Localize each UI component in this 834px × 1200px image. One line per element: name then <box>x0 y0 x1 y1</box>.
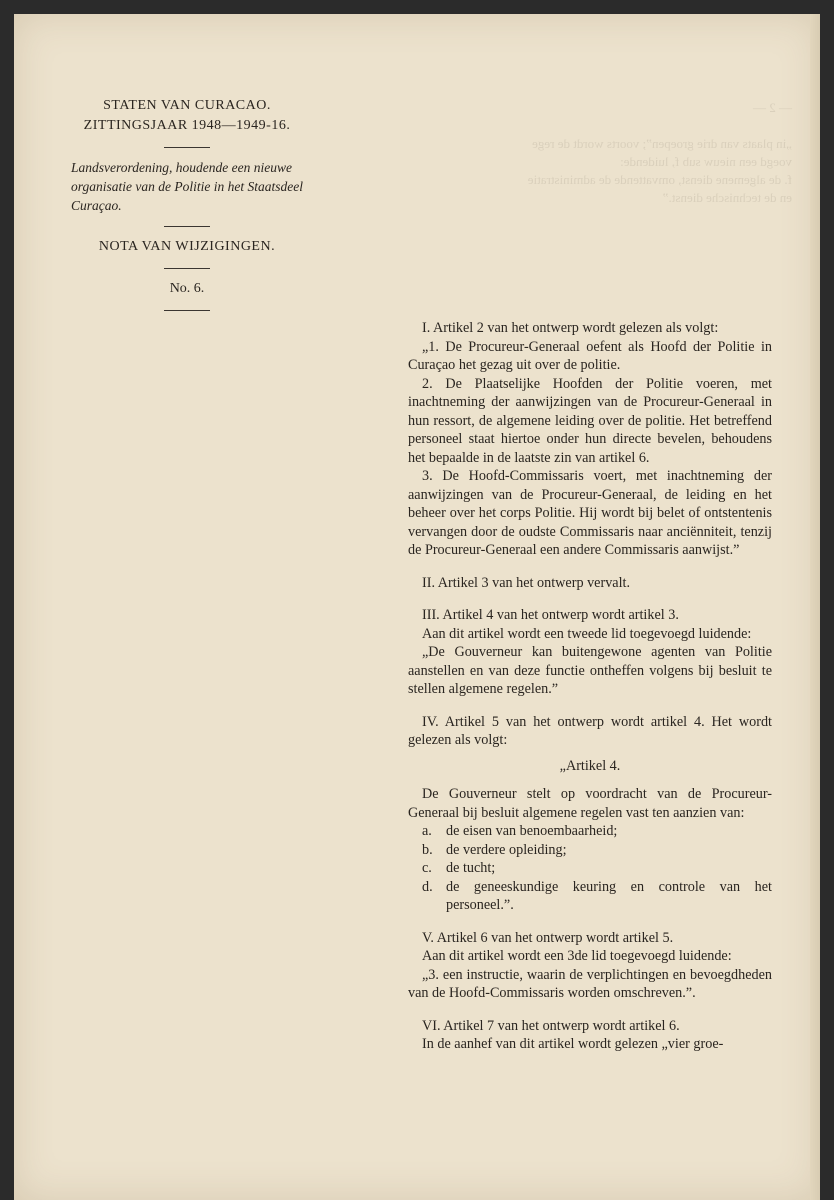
document-header <box>44 96 330 321</box>
reverse-side-bleed-through: — 2 — „in plaats van drie groepen”; voorts wordt de rege voegd een nieuw sub f, luidende: f. de algemene dienst, omvattende de administratie en de technische dienst.” <box>527 100 792 205</box>
list-text: de eisen van benoembaarheid; <box>446 823 618 839</box>
list-letter: c. <box>422 860 432 876</box>
paragraph: „1. De Procureur-Generaal oefent als Hoofd der Politie in Curaçao het gezag uit over de politie. <box>408 338 772 373</box>
list-text: de tucht; <box>446 860 496 876</box>
list-letter: b. <box>422 841 433 858</box>
paragraph: V. Artikel 6 van het ontwerp wordt artikel 5. <box>422 929 674 946</box>
list-item <box>408 822 772 841</box>
paragraph: De Gouverneur stelt op voordracht van de Procureur-Generaal bij besluit algemene regelen vast ten aanzien van: <box>408 786 772 821</box>
paragraph: VI. Artikel 7 van het ontwerp wordt artikel 6. <box>422 1017 680 1034</box>
paragraph: „3. een instructie, waarin de verplichtingen en bevoegdheden van de Hoofd-Commissaris worden omschreven.”. <box>408 966 772 1001</box>
list-text: de verdere opleiding; <box>446 841 567 858</box>
divider <box>164 310 210 311</box>
divider <box>164 226 210 227</box>
paragraph: I. Artikel 2 van het ontwerp wordt gelezen als volgt: <box>422 320 719 336</box>
list-item <box>408 859 772 878</box>
paragraph: In de aanhef van dit artikel wordt gelezen „vier groe- <box>422 1036 724 1052</box>
paragraph: „De Gouverneur kan buitengewone agenten van Politie aanstellen en van deze functie ontheffen volgens bij besluit te stellen algemene regelen.” <box>408 644 772 697</box>
document-page <box>14 14 820 1200</box>
divider <box>164 147 210 148</box>
paragraph: Aan dit artikel wordt een tweede lid toegevoegd luidende: <box>422 625 752 642</box>
list-text: de geneeskundige keuring en controle van het personeel.”. <box>446 878 772 913</box>
paragraph: Aan dit artikel wordt een 3de lid toegevoegd luidende: <box>422 948 732 964</box>
list-item <box>408 841 772 860</box>
list-item <box>408 878 772 915</box>
article-heading: „Artikel 4. <box>559 757 621 774</box>
document-body <box>408 319 772 1054</box>
paragraph: III. Artikel 4 van het ontwerp wordt artikel 3. <box>422 607 679 623</box>
document-subject: Landsverordening, houdende een nieuwe organisatie van de Politie in het Staatsdeel Curaçao. <box>71 160 303 213</box>
paragraph: II. Artikel 3 van het ontwerp vervalt. <box>422 574 631 591</box>
list-letter: d. <box>422 878 433 895</box>
paragraph: IV. Artikel 5 van het ontwerp wordt artikel 4. Het wordt gelezen als volgt: <box>408 713 772 748</box>
paragraph: 3. De Hoofd-Commissaris voert, met inachtneming der aanwijzingen van de Procureur-Generaal, de leiding en het beheer over het corps Politie. Hij wordt bij belet of ontstentenis vervangen door de oudste Commissaris naar anciënniteit, tenzij de Procureur-Generaal een andere Commissaris aanwijst.” <box>408 468 772 558</box>
paragraph: 2. De Plaatselijke Hoofden der Politie voeren, met inachtneming der aanwijzingen van de Procureur-Generaal in hun ressort, de algemene leiding over de politie. Het betreffend personeel staat hiertoe onder hun directe bevelen, behoudens het bepaalde in de laatste zin van artikel 6. <box>408 375 772 466</box>
divider <box>164 268 210 269</box>
document-number: No. 6. <box>169 281 205 296</box>
page-edge <box>810 14 820 1200</box>
list-letter: a. <box>422 823 432 839</box>
header-line-1: STATEN VAN CURACAO. <box>103 98 271 113</box>
header-line-2: ZITTINGSJAAR 1948—1949-16. <box>83 118 291 133</box>
nota-title: NOTA VAN WIJZIGINGEN. <box>98 239 276 254</box>
